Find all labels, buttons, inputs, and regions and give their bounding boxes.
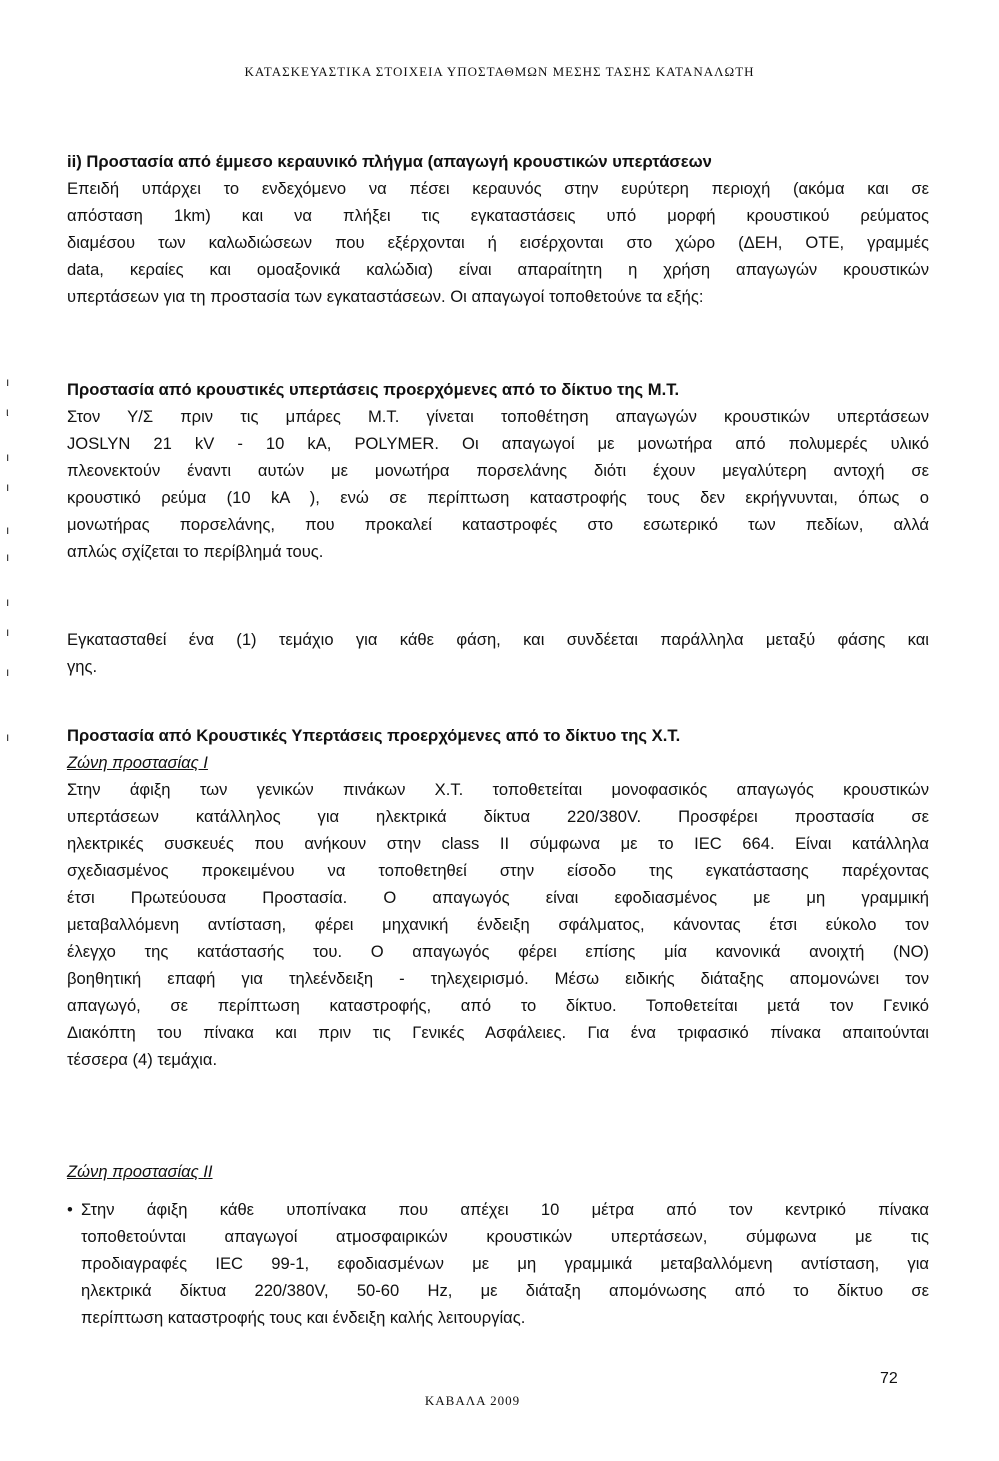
paragraph-line: διαμέσου των καλωδιώσεων που εξέρχονται ή εισέρχονται στο χώρο (ΔΕΗ, ΟΤΕ, γραμμές (67, 233, 929, 252)
paragraph-line: Στον Υ/Σ πριν τις μπάρες Μ.Τ. γίνεται τοποθέτηση απαγωγών κρουστικών υπερτάσεων (67, 407, 929, 426)
document-page: ΚΑΤΑΣΚΕΥΑΣΤΙΚΑ ΣΤΟΙΧΕΙΑ ΥΠΟΣΤΑΘΜΩΝ ΜΕΣΗΣ ΤΑΣΗΣ ΚΑΤΑΝΑΛΩΤΗ ii) Προστασία από έμμεσο κεραυνικό πλήγμα (απαγωγή κρουστικών υπερτάσεων Επειδή υπάρχει το ενδεχόμενο να πέσει κεραυνός στην ευρύτερη περιοχή (ακόμα και σε απόσταση 1km) και να πλήξει τις εγκαταστάσεις υπό μορφή κρουστικού ρεύματος διαμέσου των καλωδιώσεων που εξέρχονται ή εισέρχονται στο χώρο (ΔΕΗ, ΟΤΕ, γραμμές data, κεραίες και ομοαξονικά καλώδια) είναι απαραίτητη η χρήση απαγωγών κρουστικών υπερτάσεων για τη προστασία των εγκαταστάσεων. Οι απαγωγοί τοποθετούνε τα εξής: ı ι ı ı ı ı ı ı ı ı Προστασία από κρουστικές υπερτάσεις προερχόμενες από το δίκτυο της Μ.Τ. Στον Υ/Σ πριν τις μπάρες Μ.Τ. γίνεται τοποθέτηση απαγωγών κρουστικών υπερτάσεων JOSLYN 21 kV - 10 kA, POLYMER. Οι απαγωγοί με μονωτήρα από πολυμερές υλικό πλεονεκτούν έναντι αυτών με μονωτήρα πορσελάνης διότι έχουν μεγαλύτερη αντοχή σε κρουστικό ρεύμα (10 kA ), ενώ σε περίπτωση καταστροφής τους δεν εκρήγνυνται, όπως ο μονωτήρας πορσελάνης, που προκαλεί καταστροφές στο εσωτερικό των πεδίων, αλλά απλώς σχίζεται το περίβλημά τους. Εγκατασταθεί ένα (1) τεμάχιο για κάθε φάση, και συνδέεται παράλληλα μεταξύ φάσης και γης. Προστασία από Κρουστικές Υπερτάσεις προερχόμενες από το δίκτυο της Χ.Τ. Ζώνη προστασίας Ι Στην άφιξη των γενικών πινάκων Χ.Τ. τοποθετείται μονοφασικός απαγωγός κρουστικών υπερτάσεων κατάλληλος για ηλεκτρικά δίκτυα 220/380V. Προσφέρει προστασία σε ηλεκτρικές συσκευές που ανήκουν στην class II σύμφωνα με το IEC 664. Είναι κατάλληλα σχεδιασμένος προκειμένου να τοποθετηθεί στην είσοδο της εγκατάστασης παρέχοντας έτσι Πρωτεύουσα Προστασία. Ο απαγωγός είναι εφοδιασμένος με μη γραμμική μεταβαλλόμενη αντίσταση, φέρει μηχανική ένδειξη σφάλματος, κάνοντας έτσι εύκολο τον έλεγχο της κατάστασής του. Ο απαγωγός φέρει επίσης μία κανονικά ανοιχτή (ΝΟ) βοηθητική επαφή για τηλεένδειξη - τηλεχειρισμό. Μέσω ειδικής διάταξης απομονώνει τον απαγωγό, σε περίπτωση καταστροφής, από το δίκτυο. Τοποθετείται μετά τον Γενικό Διακόπτη του πίνακα και πριν τις Γενικές Ασφάλειες. Για ένα τριφασικό πίνακα απαιτούνται τέσσερα (4) τεμάχια. Ζώνη προστασίας ΙΙ • Στην άφιξη κάθε υποπίνακα που απέχει 10 μέτρα από τον κεντρικό πίνακα τοποθετούνται απαγωγοί ατμοσφαιρικών κρουστικών υπερτάσεων, σύμφωνα με τις προδιαγραφές IEC 99-1, εφοδιασμένων με μη γραμμικά μεταβαλλόμενη αντίσταση, για ηλεκτρικά δίκτυα 220/380V, 50-60 Hz, με διάταξη απομόνωσης από το δίκτυο σε περίπτωση καταστροφής τους και ένδειξη καλής λειτουργίας. 72 ΚΑΒΑΛΑ 2009 (0, 0, 999, 1461)
paragraph-line: μονωτήρας πορσελάνης, που προκαλεί καταστροφές στο εσωτερικό των πεδίων, αλλά (67, 515, 929, 534)
paragraph-line: πλεονεκτούν έναντι αυτών με μονωτήρα πορσελάνης διότι έχουν μεγαλύτερη αντοχή σε (67, 461, 929, 480)
section-mt (67, 376, 929, 565)
section-xt (67, 722, 929, 1073)
paragraph-line: έτσι Πρωτεύουσα Προστασία. Ο απαγωγός είναι εφοδιασμένος με μη γραμμική (67, 888, 929, 907)
paragraph-line: JOSLYN 21 kV - 10 kA, POLYMER. Οι απαγωγοί με μονωτήρα από πολυμερές υλικό (67, 434, 929, 453)
section-mt-install (67, 626, 929, 680)
section-mt-heading: Προστασία από κρουστικές υπερτάσεις προερχόμενες από το δίκτυο της Μ.Τ. (67, 380, 680, 399)
zone2-bullet-item (67, 1196, 929, 1331)
paragraph-line: σχεδιασμένος προκειμένου να τοποθετηθεί στην είσοδο της εγκατάστασης παρέχοντας (67, 861, 929, 880)
paragraph-line: κρουστικό ρεύμα (10 kA ), ενώ σε περίπτωση καταστροφής τους δεν εκρήγνυνται, όπως ο (67, 488, 929, 507)
paragraph-line: γης. (67, 657, 98, 676)
section-xt-heading: Προστασία από Κρουστικές Υπερτάσεις προερχόμενες από το δίκτυο της Χ.Τ. (67, 726, 681, 745)
paragraph-line: υπερτάσεων κατάλληλος για ηλεκτρικά δίκτυα 220/380V. Προσφέρει προστασία σε (67, 807, 929, 826)
paragraph-line: απαγωγό, σε περίπτωση καταστροφής, από το δίκτυο. Τοποθετείται μετά τον Γενικό (67, 996, 929, 1015)
paragraph-line: προδιαγραφές IEC 99-1, εφοδιασμένων με μη γραμμικά μεταβαλλόμενη αντίσταση, για (81, 1254, 929, 1273)
bullet-icon: • (67, 1200, 73, 1219)
paragraph-line: ηλεκτρικές συσκευές που ανήκουν στην class II σύμφωνα με το IEC 664. Είναι κατάλληλα (67, 834, 929, 853)
paragraph-line: τοποθετούνται απαγωγοί ατμοσφαιρικών κρουστικών υπερτάσεων, σύμφωνα με τις (81, 1227, 929, 1246)
page-number: 72 (880, 1370, 898, 1387)
paragraph-line: Διακόπτη του πίνακα και πριν τις Γενικές Ασφάλειες. Για ένα τριφασικό πίνακα απαιτούνται (67, 1023, 929, 1042)
paragraph-line: περίπτωση καταστροφής τους και ένδειξη καλής λειτουργίας. (81, 1308, 526, 1327)
paragraph-line: υπερτάσεων για τη προστασία των εγκαταστάσεων. Οι απαγωγοί τοποθετούνε τα εξής: (67, 287, 704, 306)
paragraph-line: ηλεκτρικά δίκτυα 220/380V, 50-60 Hz, με διάταξη απομόνωσης από το δίκτυο σε (81, 1281, 929, 1300)
paragraph-line: Στην άφιξη κάθε υποπίνακα που απέχει 10 μέτρα από τον κεντρικό πίνακα (81, 1200, 929, 1219)
zone2-title-block (67, 1158, 929, 1185)
section-ii (67, 148, 929, 310)
paragraph-line: τέσσερα (4) τεμάχια. (67, 1050, 218, 1069)
page-footer: ΚΑΒΑΛΑ 2009 (424, 1393, 521, 1408)
paragraph-line: απόσταση 1km) και να πλήξει τις εγκαταστάσεις υπό μορφή κρουστικού ρεύματος (67, 206, 929, 225)
paragraph-line: απλώς σχίζεται το περίβλημά τους. (67, 542, 324, 561)
paragraph-line: μεταβαλλόμενη αντίσταση, φέρει μηχανική ένδειξη σφάλματος, κάνοντας έτσι εύκολο τον (67, 915, 929, 934)
zone2-title: Ζώνη προστασίας ΙΙ (67, 1162, 213, 1181)
section-ii-heading: ii) Προστασία από έμμεσο κεραυνικό πλήγμα (απαγωγή κρουστικών υπερτάσεων (67, 152, 712, 171)
zone1-title: Ζώνη προστασίας Ι (67, 753, 208, 772)
paragraph-line: Επειδή υπάρχει το ενδεχόμενο να πέσει κεραυνός στην ευρύτερη περιοχή (ακόμα και σε (67, 179, 929, 198)
paragraph-line: έλεγχο της κατάστασής του. Ο απαγωγός φέρει επίσης μία κανονικά ανοιχτή (ΝΟ) (67, 942, 929, 961)
paragraph-line: data, κεραίες και ομοαξονικά καλώδια) είναι απαραίτητη η χρήση απαγωγών κρουστικών (67, 260, 929, 279)
paragraph-line: Εγκατασταθεί ένα (1) τεμάχιο για κάθε φάση, και συνδέεται παράλληλα μεταξύ φάσης και (67, 630, 929, 649)
page-header: ΚΑΤΑΣΚΕΥΑΣΤΙΚΑ ΣΤΟΙΧΕΙΑ ΥΠΟΣΤΑΘΜΩΝ ΜΕΣΗΣ ΤΑΣΗΣ ΚΑΤΑΝΑΛΩΤΗ (244, 64, 755, 79)
paragraph-line: Στην άφιξη των γενικών πινάκων Χ.Τ. τοποθετείται μονοφασικός απαγωγός κρουστικών (67, 780, 929, 799)
paragraph-line: βοηθητική επαφή για τηλεένδειξη - τηλεχειρισμό. Μέσω ειδικής διάταξης απομονώνει τον (67, 969, 929, 988)
